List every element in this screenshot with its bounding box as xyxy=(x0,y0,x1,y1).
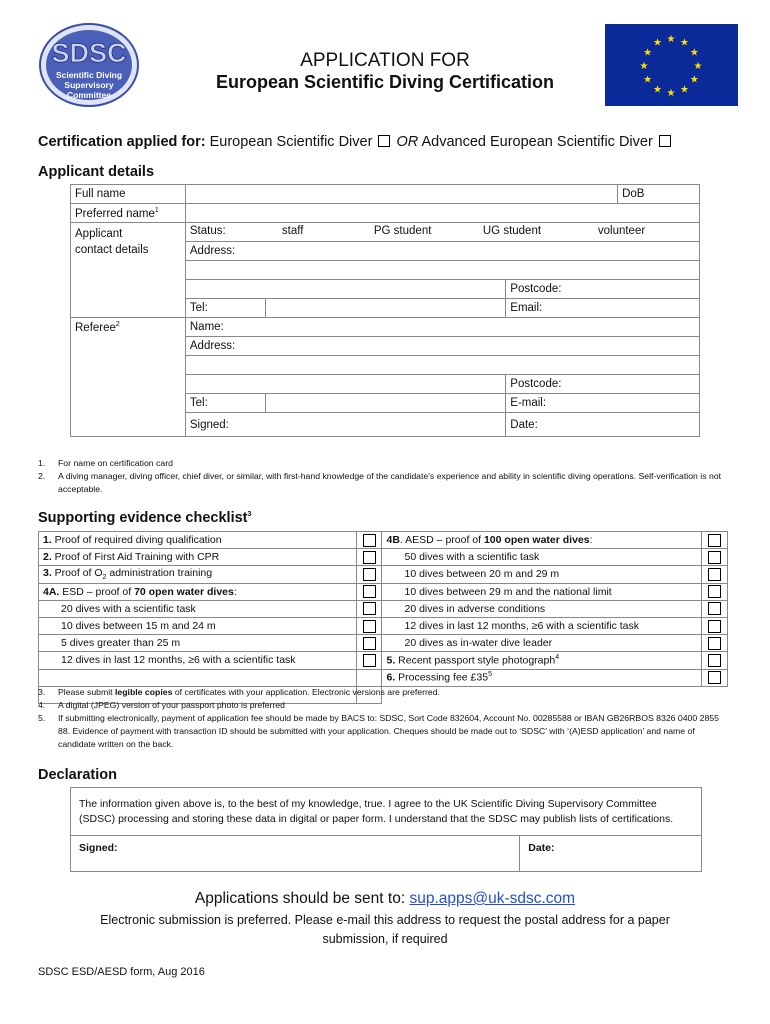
item-text: 10 dives between 29 m and the national limit xyxy=(404,585,612,598)
footnote-3-bold: legible copies xyxy=(114,687,173,697)
footnotes-applicant xyxy=(38,457,730,496)
item-post: : xyxy=(589,534,593,547)
certification-label: Certification applied for: xyxy=(38,134,206,150)
item-text: Proof of O xyxy=(51,567,103,580)
evidence-checkbox-cell xyxy=(702,669,728,686)
footnote-ref-1: 1 xyxy=(154,206,159,214)
preferred-name-label xyxy=(71,204,186,223)
evidence-row xyxy=(39,583,728,600)
item-number: 1. xyxy=(43,534,52,547)
evidence-checkbox[interactable] xyxy=(708,568,721,581)
evidence-checkbox[interactable] xyxy=(708,602,721,615)
evidence-checkbox-cell xyxy=(702,532,728,549)
declaration-date-label: Date: xyxy=(528,842,555,854)
referee-tel-label: Tel: xyxy=(189,397,208,409)
footnote-2-text: A diving manager, diving officer, chief diver, or similar, with first-hand knowledge of the candidate's experience and ability in scientific diving operations. Self-verification is not acceptable. xyxy=(58,471,722,494)
referee-address-field[interactable] xyxy=(185,337,699,356)
full-name-label: Full name xyxy=(71,185,186,204)
flag-star-icon: ★ xyxy=(680,37,689,49)
evidence-checkbox[interactable] xyxy=(708,534,721,547)
address-line-2[interactable] xyxy=(185,261,699,280)
evidence-heading-text: Supporting evidence checklist xyxy=(38,510,248,526)
applicant-heading: Applicant details xyxy=(38,164,155,180)
footnote-2-number: 2. xyxy=(38,471,46,481)
item-text: 10 dives between 20 m and 29 m xyxy=(404,568,560,581)
evidence-item-right xyxy=(382,532,702,549)
flag-star-icon: ★ xyxy=(653,84,662,96)
evidence-item-left xyxy=(39,583,357,600)
option-aesd-label: Advanced European Scientific Diver xyxy=(421,134,653,150)
evidence-item-right xyxy=(382,635,702,652)
tel-value[interactable] xyxy=(265,299,506,318)
flag-star-icon: ★ xyxy=(689,74,699,86)
evidence-checkbox[interactable] xyxy=(363,568,376,581)
logo-text: SDSC xyxy=(51,38,127,68)
flag-star-icon: ★ xyxy=(666,34,676,45)
referee-date-field[interactable] xyxy=(506,413,700,437)
footnote-1 xyxy=(38,457,730,470)
footnote-3-pre: Please submit xyxy=(58,687,115,697)
evidence-row xyxy=(39,549,728,566)
applicant-table xyxy=(70,184,700,437)
footnote-3-text xyxy=(58,686,440,699)
tel-label: Tel: xyxy=(189,302,208,314)
evidence-item-left xyxy=(39,566,357,583)
referee-tel-field[interactable] xyxy=(185,394,265,413)
referee-signed-field[interactable] xyxy=(185,413,505,437)
preferred-name-field[interactable] xyxy=(185,204,699,223)
status-pg-student[interactable]: PG student xyxy=(373,225,432,237)
evidence-item-right xyxy=(382,549,702,566)
referee-date-label: Date: xyxy=(510,418,538,431)
flag-star-icon: ★ xyxy=(643,74,653,86)
evidence-item-left xyxy=(39,669,357,686)
status-ug-student[interactable]: UG student xyxy=(482,225,542,237)
flag-star-icon: ★ xyxy=(639,61,649,72)
referee-text: Referee xyxy=(75,321,116,334)
evidence-checkbox[interactable] xyxy=(708,551,721,564)
evidence-item-left xyxy=(39,635,357,652)
evidence-row xyxy=(39,532,728,549)
declaration-date-field[interactable] xyxy=(520,836,702,872)
title-line-2: European Scientific Diving Certification xyxy=(215,72,555,92)
referee-signed-label: Signed: xyxy=(189,418,229,431)
item-number: 6. xyxy=(386,671,396,684)
evidence-row xyxy=(39,617,728,634)
evidence-checkbox[interactable] xyxy=(708,620,721,633)
evidence-checkbox[interactable] xyxy=(363,551,376,564)
flag-star-icon: ★ xyxy=(689,47,699,59)
referee-name-field[interactable] xyxy=(185,318,699,337)
footnote-1-text: For name on certification card xyxy=(58,458,173,468)
evidence-item-left xyxy=(39,617,357,634)
footnote-ref-2: 2 xyxy=(115,321,120,328)
item-text: 20 dives in adverse conditions xyxy=(404,602,546,615)
footnote-2 xyxy=(38,470,730,496)
evidence-item-left xyxy=(39,600,357,617)
item-footnote-ref: 4 xyxy=(555,654,560,662)
evidence-checkbox-cell xyxy=(356,600,382,617)
evidence-item-right xyxy=(382,566,702,583)
item-text: 20 dives as in-water dive leader xyxy=(404,637,553,650)
referee-postcode-label: Postcode: xyxy=(510,378,562,390)
status-label: Status: xyxy=(189,225,226,237)
full-name-field[interactable] xyxy=(185,185,617,204)
logo-sub-2: Supervisory xyxy=(64,80,114,90)
item-text: 12 dives in last 12 months, ≥6 with a scientific task xyxy=(61,654,296,667)
address-line-3[interactable] xyxy=(185,280,505,299)
item-bold: 100 open water dives xyxy=(483,534,590,547)
evidence-item-right xyxy=(382,669,702,686)
evidence-checkbox-cell xyxy=(702,617,728,634)
contact-details-label xyxy=(71,223,186,318)
evidence-checkbox[interactable] xyxy=(363,602,376,615)
item-text: Proof of required diving qualification xyxy=(51,534,222,547)
flag-star-icon: ★ xyxy=(680,84,689,96)
evidence-item-right xyxy=(382,652,702,669)
evidence-checkbox[interactable] xyxy=(708,671,721,684)
footnote-3-number: 3. xyxy=(38,687,46,697)
tel-field[interactable] xyxy=(185,299,265,318)
status-row[interactable] xyxy=(185,223,699,242)
declaration-signed-label: Signed: xyxy=(79,842,118,854)
dob-label[interactable] xyxy=(618,185,700,204)
title-line-1: APPLICATION FOR xyxy=(300,50,470,71)
evidence-row xyxy=(39,669,728,686)
evidence-checkbox-cell xyxy=(356,532,382,549)
footnote-5 xyxy=(38,712,732,751)
evidence-item-right xyxy=(382,600,702,617)
footnote-4-text: A digital (JPEG) version of your passport photo is preferred xyxy=(58,700,285,710)
evidence-checkbox-cell xyxy=(356,549,382,566)
footnote-4-number: 4. xyxy=(38,700,46,710)
evidence-checkbox[interactable] xyxy=(708,654,721,667)
email-field[interactable] xyxy=(506,299,700,318)
referee-label xyxy=(71,318,186,437)
evidence-checkbox[interactable] xyxy=(363,654,376,667)
referee-address-line-3[interactable] xyxy=(185,375,505,394)
evidence-checkbox-cell xyxy=(356,669,382,686)
postcode-field[interactable] xyxy=(506,280,700,299)
flag-star-icon: ★ xyxy=(653,37,662,49)
evidence-item-right xyxy=(382,617,702,634)
declaration-signed-field[interactable] xyxy=(71,836,520,872)
evidence-checkbox[interactable] xyxy=(363,585,376,598)
evidence-row xyxy=(39,635,728,652)
evidence-checkbox-cell xyxy=(702,566,728,583)
evidence-checkbox-cell xyxy=(702,549,728,566)
referee-postcode-field[interactable] xyxy=(506,375,700,394)
evidence-checkbox-cell xyxy=(702,635,728,652)
item-text: 5 dives greater than 25 m xyxy=(61,637,181,650)
declaration-table xyxy=(70,787,702,872)
referee-address-label: Address: xyxy=(189,340,236,352)
postcode-label: Postcode: xyxy=(510,283,562,295)
evidence-checkbox-cell xyxy=(356,652,382,669)
item-text: 50 dives with a scientific task xyxy=(404,551,540,564)
option-esd-label: European Scientific Diver xyxy=(209,134,373,150)
item-number: 2. xyxy=(43,551,52,564)
item-post: : xyxy=(233,585,237,598)
item-text: 12 dives in last 12 months, ≥6 with a scientific task xyxy=(404,620,640,633)
evidence-checkbox-cell xyxy=(356,617,382,634)
status-volunteer[interactable]: volunteer xyxy=(597,225,646,237)
footnote-4 xyxy=(38,699,732,712)
item-text: ESD – proof of xyxy=(59,585,135,598)
footnote-5-text: If submitting electronically, payment of application fee should be made by BACS to: SDSC, Sort Code 832604, Account No. 00285588 or IBAN GB26RBOS 8326 0400 2855 88. Evidence of payment with transaction ID should be submitted with your application. Cheques should be made out to ‘SDSC’ with ‘(A)ESD application’ and name of candidate written on the back. xyxy=(58,713,719,749)
item-text: 10 dives between 15 m and 24 m xyxy=(61,620,216,633)
flag-star-icon: ★ xyxy=(693,61,703,72)
footnote-5-number: 5. xyxy=(38,713,46,723)
contact-label-line-2: contact details xyxy=(75,244,149,256)
evidence-table xyxy=(38,531,728,704)
evidence-checkbox[interactable] xyxy=(363,620,376,633)
item-number: 3. xyxy=(43,567,52,580)
electronic-note xyxy=(0,911,770,949)
send-label: Applications should be sent to: xyxy=(194,890,410,907)
evidence-checkbox-cell xyxy=(702,583,728,600)
item-subscript: 2 xyxy=(102,574,107,582)
referee-tel-value[interactable] xyxy=(265,394,506,413)
evidence-checkbox-cell xyxy=(356,635,382,652)
contact-label-line-1: Applicant xyxy=(75,228,123,240)
logo-sub-1: Scientific Diving xyxy=(55,70,123,80)
evidence-checkbox[interactable] xyxy=(708,585,721,598)
certification-line xyxy=(38,134,673,150)
referee-address-line-2[interactable] xyxy=(185,356,699,375)
footer-text: SDSC ESD/AESD form, Aug 2016 xyxy=(38,966,205,978)
evidence-checkbox[interactable] xyxy=(363,637,376,650)
footnote-3-post: of certificates with your application. Electronic versions are preferred. xyxy=(172,687,440,697)
evidence-item-left xyxy=(39,652,357,669)
footnote-1-number: 1. xyxy=(38,458,46,468)
footnote-ref-3: 3 xyxy=(247,511,252,519)
referee-email-field[interactable] xyxy=(506,394,700,413)
item-number: 5. xyxy=(386,654,396,667)
item-text: Proof of First Aid Training with CPR xyxy=(51,551,220,564)
evidence-checkbox-cell xyxy=(702,600,728,617)
send-email-link[interactable]: sup.apps@uk-sdsc.com xyxy=(409,890,576,907)
email-label: Email: xyxy=(510,302,543,314)
send-line xyxy=(0,890,770,908)
evidence-checkbox-cell xyxy=(356,566,382,583)
electronic-note-line-1: Electronic submission is preferred. Please e-mail this address to request the postal address for a paper xyxy=(100,913,670,927)
option-esd-checkbox[interactable] xyxy=(378,135,390,147)
declaration-text: The information given above is, to the best of my knowledge, true. I agree to the UK Scientific Diving Supervisory Committee (SDSC) processing and storing these data in digital or paper form. I understand that the SDSC may publish lists of certifications. xyxy=(71,788,702,836)
referee-name-label: Name: xyxy=(189,321,224,333)
item-text: Recent passport style photograph xyxy=(395,654,556,667)
preferred-name-text: Preferred name xyxy=(75,207,155,220)
evidence-row xyxy=(39,566,728,583)
flag-star-icon: ★ xyxy=(643,47,653,59)
item-footnote-ref: 5 xyxy=(488,671,492,679)
evidence-checkbox[interactable] xyxy=(708,637,721,650)
item-text: 20 dives with a scientific task xyxy=(61,602,196,615)
item-text: Processing fee £35 xyxy=(395,671,489,684)
evidence-item-right xyxy=(382,583,702,600)
evidence-checkbox-cell xyxy=(702,652,728,669)
flag-star-icon: ★ xyxy=(666,88,676,99)
evidence-item-left xyxy=(39,549,357,566)
declaration-heading: Declaration xyxy=(38,767,117,783)
item-number: 4B xyxy=(386,534,400,547)
address-field[interactable] xyxy=(185,242,699,261)
footnote-3 xyxy=(38,686,732,699)
referee-email-label: E-mail: xyxy=(510,397,547,409)
item-post: administration training xyxy=(106,567,213,580)
logo-sub-3: Committee xyxy=(67,90,111,100)
electronic-note-line-2: submission, if required xyxy=(322,932,448,946)
evidence-heading xyxy=(38,510,251,526)
address-label: Address: xyxy=(189,245,236,257)
evidence-item-left xyxy=(39,532,357,549)
option-aesd-checkbox[interactable] xyxy=(659,135,671,147)
evidence-row xyxy=(39,652,728,669)
evidence-checkbox[interactable] xyxy=(363,534,376,547)
evidence-checkbox-cell xyxy=(356,583,382,600)
dob-text: DoB xyxy=(622,188,645,200)
evidence-row xyxy=(39,600,728,617)
item-text: . AESD – proof of xyxy=(399,534,484,547)
item-bold: 70 open water dives xyxy=(134,585,234,598)
footnotes-evidence xyxy=(38,686,732,751)
status-staff[interactable]: staff xyxy=(281,225,304,237)
or-text: OR xyxy=(396,134,419,150)
item-number: 4A. xyxy=(43,585,60,598)
